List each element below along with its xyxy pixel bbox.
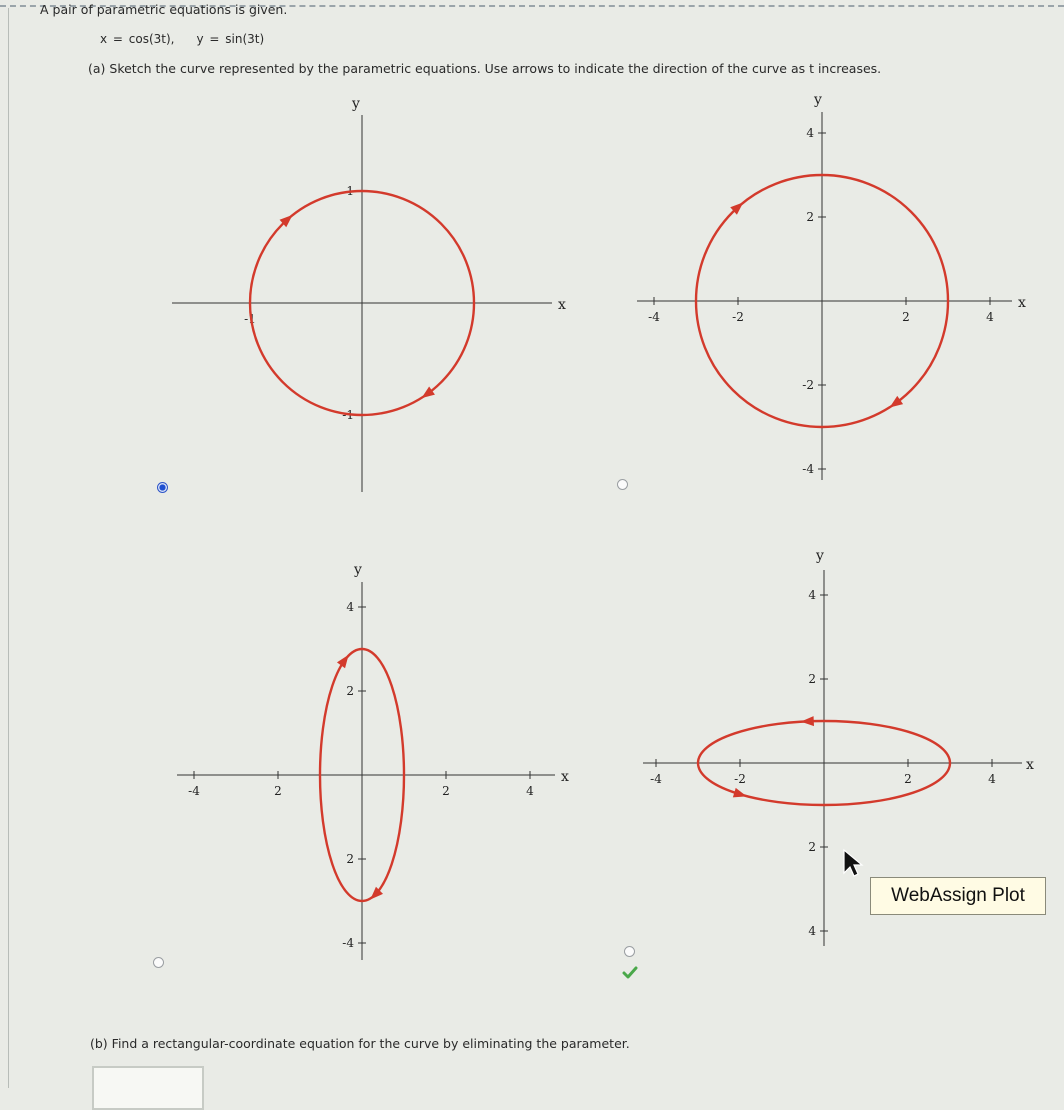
y-axis-label: y: [814, 92, 822, 108]
question-intro: A pair of parametric equations is given.: [40, 2, 288, 17]
choice-graph-3[interactable]: [160, 555, 600, 975]
x-axis-label: x: [558, 297, 566, 313]
y-tick-label: -4: [342, 936, 354, 950]
y-tick-label: 1: [346, 184, 354, 198]
y-tick-label: 4: [808, 588, 816, 602]
x-tick-label: 4: [988, 772, 996, 786]
x-tick-label: -1: [244, 312, 256, 326]
y-axis-label: y: [352, 96, 360, 112]
equation-y: y = sin(3t): [196, 32, 265, 46]
choice-graph-1[interactable]: [160, 90, 566, 490]
x-axis-label: x: [1026, 757, 1034, 773]
y-tick-label: -2: [802, 378, 814, 392]
mouse-pointer-icon: [842, 848, 866, 878]
y-axis-label: y: [816, 548, 824, 564]
y-axis-label: y: [354, 562, 362, 578]
choice-radio-1[interactable]: [157, 482, 168, 493]
y-tick-label: -4: [802, 462, 814, 476]
choice-radio-3[interactable]: [153, 957, 164, 968]
x-tick-label: 2: [904, 772, 912, 786]
choice-graph-2[interactable]: [600, 85, 1040, 505]
y-tick-label: 4: [346, 600, 354, 614]
y-tick-label: 2: [806, 210, 814, 224]
x-tick-label: -4: [188, 784, 200, 798]
part-a-prompt: (a) Sketch the curve represented by the parametric equations. Use arrows to indicate the direction of the curve as t increases.: [88, 61, 882, 76]
x-tick-label: -4: [650, 772, 662, 786]
x-tick-label: 4: [986, 310, 994, 324]
x-tick-label: 2: [442, 784, 450, 798]
x-axis-label: x: [1018, 295, 1026, 311]
choice-radio-2[interactable]: [617, 479, 628, 490]
direction-arrow-icon: [733, 788, 748, 801]
y-tick-label: 2: [808, 840, 816, 854]
y-tick-label: -1: [342, 408, 354, 422]
correct-check-icon: [622, 966, 638, 980]
y-tick-label: 2: [346, 852, 354, 866]
webassign-plot-tooltip: WebAssign Plot: [870, 877, 1046, 915]
y-tick-label: 4: [808, 924, 816, 938]
choice-radio-4[interactable]: [624, 946, 635, 957]
parametric-equations: [100, 32, 264, 46]
x-tick-label: -2: [732, 310, 744, 324]
answer-input[interactable]: [92, 1066, 204, 1110]
part-b-prompt: (b) Find a rectangular-coordinate equation for the curve by eliminating the parameter.: [90, 1036, 630, 1051]
left-margin-rule: [8, 8, 9, 1088]
x-tick-label: 2: [902, 310, 910, 324]
equation-x: x = cos(3t),: [100, 32, 175, 46]
x-tick-label: -4: [648, 310, 660, 324]
y-tick-label: 2: [808, 672, 816, 686]
direction-arrow-icon: [801, 716, 814, 727]
x-axis-label: x: [561, 769, 569, 785]
y-tick-label: 4: [806, 126, 814, 140]
x-tick-label: 4: [526, 784, 534, 798]
y-tick-label: 2: [346, 684, 354, 698]
x-tick-label: 2: [274, 784, 282, 798]
x-tick-label: -2: [734, 772, 746, 786]
